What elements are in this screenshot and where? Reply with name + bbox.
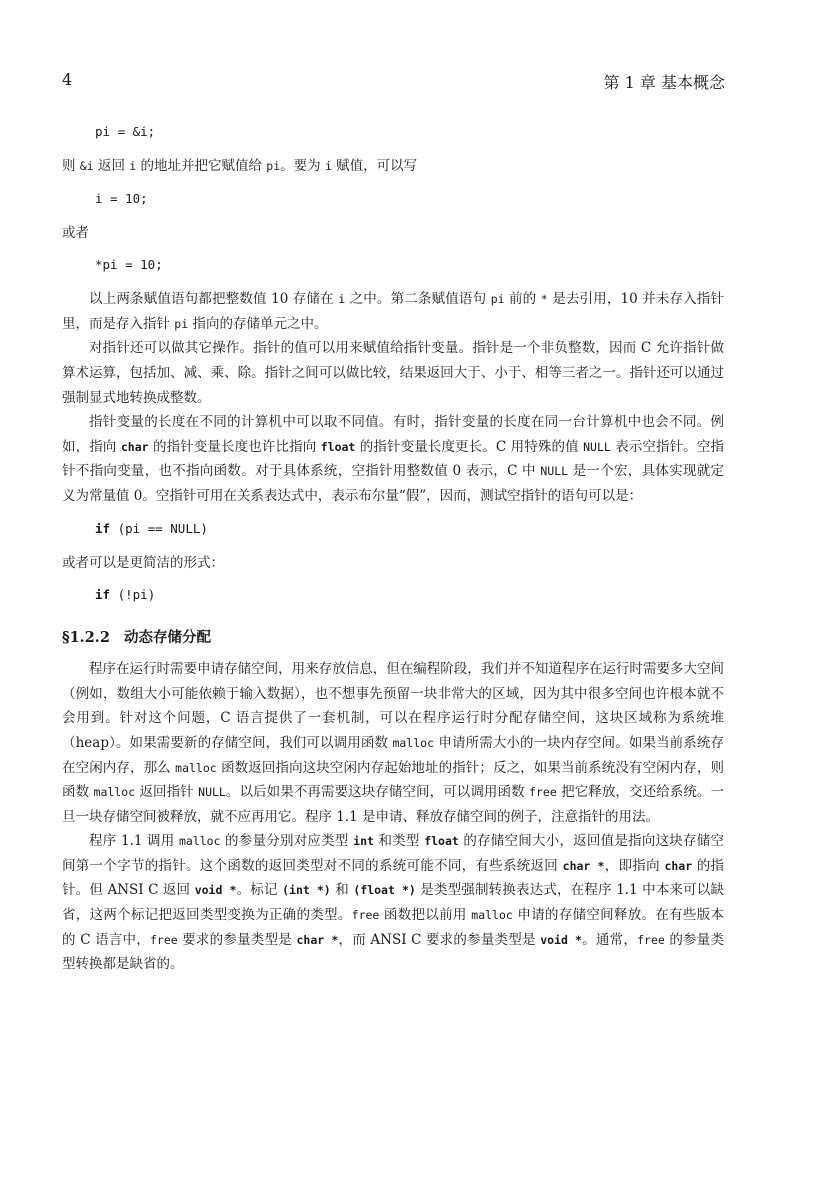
paragraph-malloc-details: 程序 1.1 调用 malloc 的参量分别对应类型 int 和类型 float 的存储空间大小，返回值是指向这块存储空间第一个字节的指针。这个函数的返回类型对不同的系统可能不同，有些系统返回 char *，即指向 char 的指针。但 ANSI C 返回 void *。标记 (int *) 和 (float *) 是类型强制转换表达式，在程序 1.1 中本来可以缺省，这两个标记把返回类型变换为正确的类型。free 函数把以前用 malloc 申请的存储空间释放。在有些版本的 C 语言中，free 要求的参量类型是 char *，而 ANSI C 要求的参量类型是 void *。通常，free 的参量类型转换都是缺省的。 bbox=[62, 833, 725, 973]
code-line-null-test: if (pi == NULL) bbox=[95, 520, 208, 536]
code-line-pointer-assign: pi = &i; bbox=[95, 124, 156, 139]
running-head: 第 1 章 基本概念 bbox=[603, 73, 725, 92]
page-body bbox=[62, 112, 724, 977]
code-line-deref-assign: *pi = 10; bbox=[95, 257, 163, 273]
paragraph-concise-form: 或者可以是更简洁的形式： bbox=[62, 554, 224, 571]
paragraph-pointer-operations: 对指针还可以做其它操作。指针的值可以用来赋值给指针变量。指针是一个非负整数，因而 C 允许指针做算术运算，包括加、减、乘、除。指针之间可以做比较，结果返回大于、小于、相等三者之一。指针还可以通过强制显式地转换成整数。 bbox=[62, 340, 724, 406]
paragraph-or: 或者 bbox=[62, 224, 89, 241]
code-line-not-test: if (!pi) bbox=[95, 587, 156, 603]
paragraph-address-of: 则 &i 返回 i 的地址并把它赋值给 pi。要为 i 赋值，可以写 bbox=[62, 158, 418, 174]
section-heading: §1.2.2 动态存储分配 bbox=[62, 629, 211, 647]
paragraph-dynamic-allocation: 程序在运行时需要申请存储空间，用来存放信息，但在编程阶段，我们并不知道程序在运行时需要多大空间（例如，数组大小可能依赖于输入数据），也不想事先预留一块非常大的区域，因为其中很多空间也许根本就不会用到。针对这个问题，C 语言提供了一套机制，可以在程序运行时分配存储空间，这块区域称为系统堆（heap）。如果需要新的存储空间，我们可以调用函数 malloc 申请所需大小的一块内存空间。如果当前系统存在空闲内存，那么 malloc 函数返回指向这块空闲内存起始地址的指针；反之，如果当前系统没有空闲内存，则函数 malloc 返回指针 NULL。以后如果不再需要这块存储空间，可以调用函数 free 把它释放，交还给系统。一旦一块存储空间被释放，就不应再用它。程序 1.1 是申请、释放存储空间的例子，注意指针的用法。 bbox=[62, 661, 725, 825]
page-number: 4 bbox=[62, 70, 73, 89]
paragraph-assignment-explanation: 以上两条赋值语句都把整数值 10 存储在 i 之中。第二条赋值语句 pi 前的 * 是去引用，10 并未存入指针里，而是存入指针 pi 指向的存储单元之中。 bbox=[62, 291, 724, 332]
paragraph-pointer-length: 指针变量的长度在不同的计算机中可以取不同值。有时，指针变量的长度在同一台计算机中也会不同。例如，指向 char 的指针变量长度也许比指向 float 的指针变量长度更长。C 用特殊的值 NULL 表示空指针。空指针不指向变量，也不指向函数。对于具体系统，空指针用整数值 0 表示，C 中 NULL 是一个宏，具体实现就定义为常量值 0。空指针可用在关系表达式中，表示布尔量“假”，因而，测试空指针的语句可以是： bbox=[62, 414, 724, 504]
code-line-assign-i: i = 10; bbox=[95, 190, 148, 206]
page-header bbox=[62, 70, 725, 94]
